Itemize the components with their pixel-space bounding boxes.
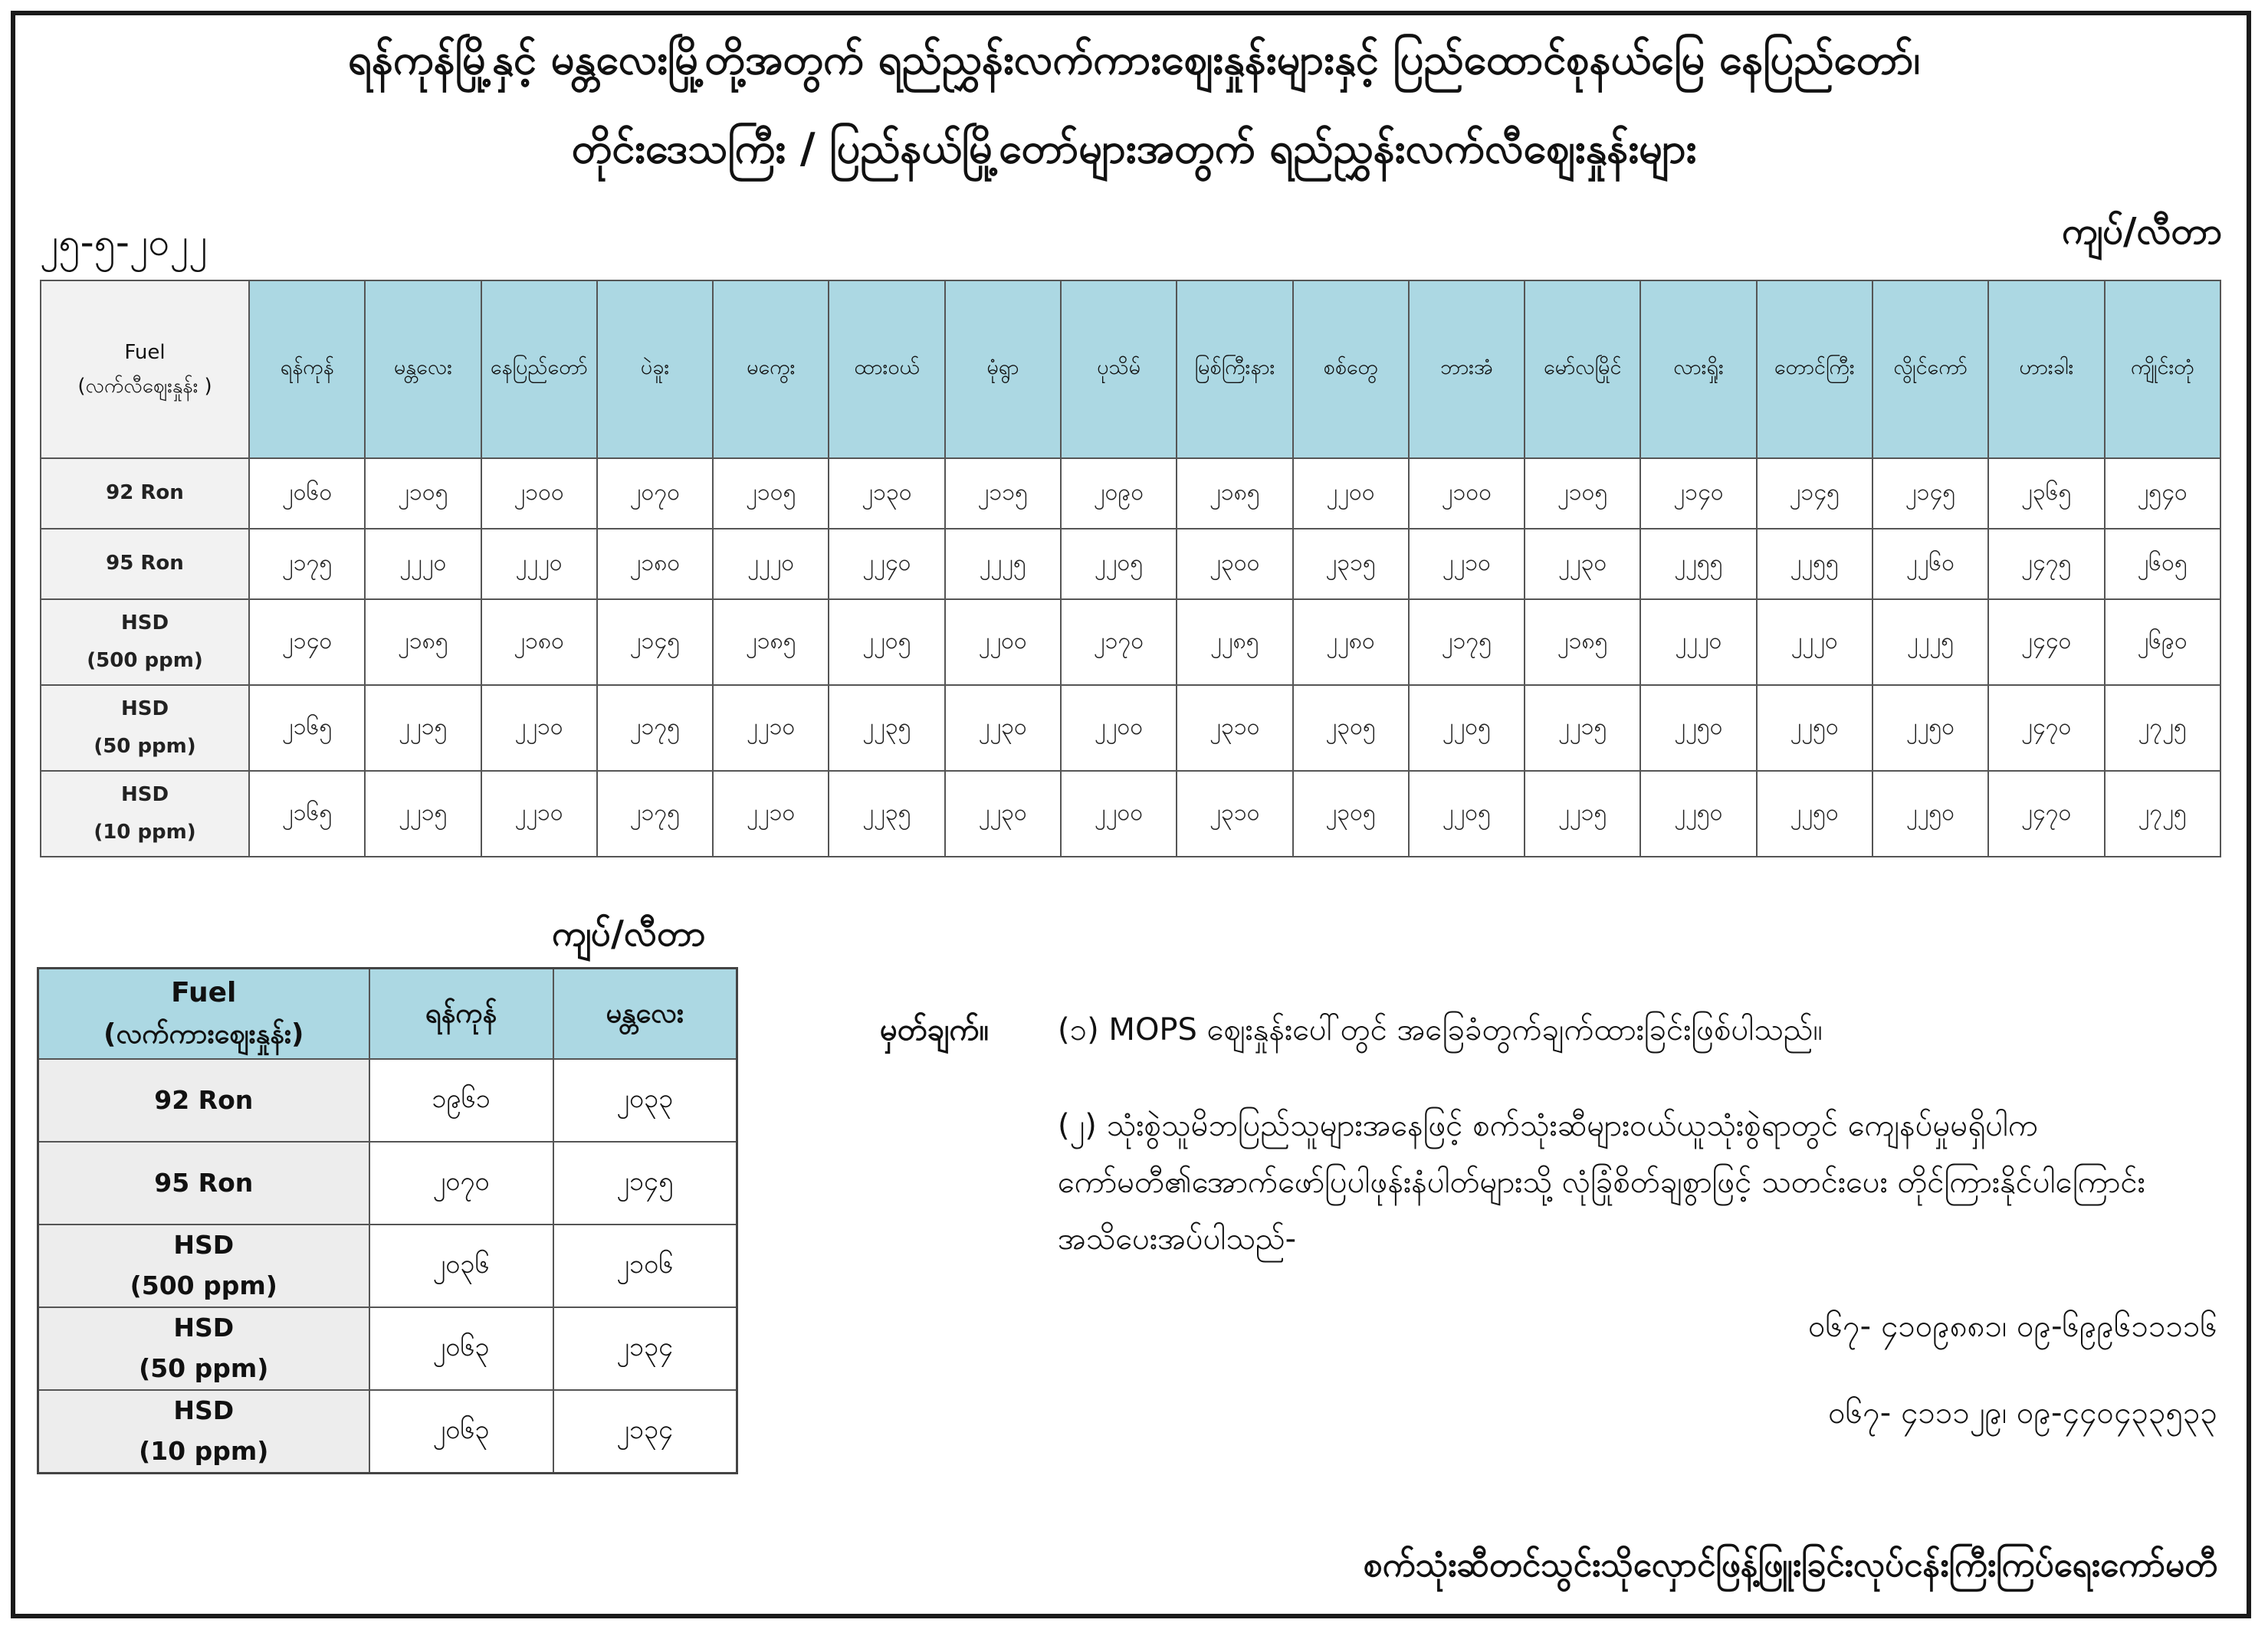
city-header: မုံရွာ (945, 280, 1061, 458)
city-header: မကွေး (713, 280, 829, 458)
table-row (38, 1390, 737, 1474)
price-cell: ၂၃၀၅ (1293, 685, 1409, 771)
fuel-header-title: Fuel (124, 340, 166, 364)
price-cell: ၂၀၉၀ (1061, 458, 1177, 529)
price-cell: ၂၃၆၅ (1988, 458, 2104, 529)
city-header: လားရှိုး (1640, 280, 1756, 458)
price-cell: ၂၄၇၀ (1988, 771, 2104, 857)
price-cell: ၂၂၁၀ (713, 685, 829, 771)
city-header: ကျိုင်းတုံ (2105, 280, 2221, 458)
price-cell: ၂၂၂၀ (365, 529, 481, 599)
fuel-header-cell (41, 280, 249, 458)
price-cell: ၂၂၃၀ (945, 685, 1061, 771)
price-cell: ၂၂၀၀ (1061, 685, 1177, 771)
price-cell: ၂၇၂၅ (2105, 771, 2221, 857)
table-row (41, 458, 2220, 529)
table-row (41, 529, 2220, 599)
price-cell: ၂၂၁၀ (481, 771, 597, 857)
price-cell: ၂၁၀၀ (481, 458, 597, 529)
price-cell: ၂၁၈၀ (481, 599, 597, 685)
price-cell: ၂၂၅၀ (1757, 685, 1872, 771)
price-cell: ၂၂၅၅ (1640, 529, 1756, 599)
fuel-type-spec: (50 ppm) (94, 735, 196, 758)
price-cell: ၂၁၈၅ (365, 599, 481, 685)
price-cell: ၂၃၀၀ (1177, 529, 1292, 599)
city-header: ပုသိမ် (1061, 280, 1177, 458)
price-cell: ၂၂၁၀ (481, 685, 597, 771)
price-cell: ၂၁၁၅ (945, 458, 1061, 529)
city-header: မော်လမြိုင် (1525, 280, 1640, 458)
price-cell: ၂၂၈၀ (1293, 599, 1409, 685)
table-row (38, 1142, 737, 1225)
fuel-type-spec: (10 ppm) (139, 1436, 269, 1466)
city-header: ထားဝယ် (829, 280, 944, 458)
price-cell: ၂၂၅၀ (1872, 685, 1988, 771)
price-cell: ၂၂၀၀ (1293, 458, 1409, 529)
price-cell: ၂၁၈၅ (1525, 599, 1640, 685)
table-row (38, 1225, 737, 1307)
price-cell: ၂၂၅၅ (1757, 529, 1872, 599)
price-cell: ၂၁၄၅ (1757, 458, 1872, 529)
fuel-header-subtitle: (လက်ကားဈေးနှုန်း) (103, 1018, 304, 1050)
price-cell: ၂၂၅၀ (1757, 771, 1872, 857)
table-row (41, 599, 2220, 685)
title-line-1: ရန်ကုန်မြို့နှင့် မန္တလေးမြို့တို့အတွက် ရည်ညွှန်းလက်ကားဈေးနှုန်းများနှင့် ပြည်ထောင်စုနယ်မြေ နေပြည်တော်၊ (347, 35, 1921, 84)
wholesale-table-header-row (38, 969, 737, 1060)
fuel-header-title: Fuel (171, 977, 237, 1008)
fuel-type-spec: (50 ppm) (139, 1353, 269, 1383)
city-header: နေပြည်တော် (481, 280, 597, 458)
price-cell: ၂၁၇၅ (597, 685, 713, 771)
table-row (38, 1307, 737, 1390)
price-cell: ၂၆၀၅ (2105, 529, 2221, 599)
price-cell: ၂၂၃၅ (829, 771, 944, 857)
note-1: (၁) MOPS ဈေးနှုန်းပေါ်တွင် အခြေခံတွက်ချက်ထားခြင်းဖြစ်ပါသည်။ (1058, 1012, 1823, 1047)
fuel-type-label (38, 1142, 369, 1225)
city-header: ပဲခူး (597, 280, 713, 458)
price-cell: ၂၁၃၄ (553, 1307, 737, 1390)
price-cell: ၂၂၁၀ (1409, 529, 1525, 599)
wholesale-table-body (38, 1059, 737, 1474)
price-cell: ၂၁၇၅ (1409, 599, 1525, 685)
price-cell: ၂၁၈၅ (713, 599, 829, 685)
price-cell: ၂၂၁၅ (365, 771, 481, 857)
fuel-type-spec: (500 ppm) (87, 649, 203, 672)
price-cell: ၂၂၅၀ (1640, 685, 1756, 771)
table-row (41, 685, 2220, 771)
committee-name: စက်သုံးဆီတင်သွင်းသိုလှောင်ဖြန့်ဖြူးခြင်းလုပ်ငန်းကြီးကြပ်ရေးကော်မတီ (1363, 1546, 2217, 1585)
price-cell: ၂၁၇၀ (1061, 599, 1177, 685)
city-header: ဟားခါး (1988, 280, 2104, 458)
fuel-type-name: HSD (120, 782, 169, 806)
fuel-type-spec: (500 ppm) (130, 1270, 277, 1300)
fuel-type-label (41, 458, 249, 529)
city-header: လွိုင်ကော် (1872, 280, 1988, 458)
fuel-type-name: HSD (173, 1395, 235, 1426)
city-header: မန္တလေး (365, 280, 481, 458)
notes-label: မှတ်ချက်။ (880, 1012, 989, 1047)
price-cell: ၂၀၆၃ (369, 1307, 553, 1390)
price-cell: ၂၂၀၅ (1409, 771, 1525, 857)
price-cell: ၂၄၇၅ (1988, 529, 2104, 599)
date: ၂၅-၅-၂၀၂၂ (40, 220, 208, 264)
price-cell: ၂၀၇၀ (369, 1142, 553, 1225)
price-cell: ၂၁၀၀ (1409, 458, 1525, 529)
price-cell: ၂၀၆၃ (369, 1390, 553, 1474)
city-header: စစ်တွေ (1293, 280, 1409, 458)
fuel-type-label (38, 1059, 369, 1142)
price-cell: ၂၁၀၅ (1525, 458, 1640, 529)
price-cell: ၂၁၄၀ (249, 599, 365, 685)
city-header: ရန်ကုန် (249, 280, 365, 458)
phone-numbers-2: ၀၆၇- ၄၁၁၁၂၉၊ ၀၉-၄၄၀၄၃၃၅၃၃ (1828, 1395, 2217, 1431)
price-cell: ၂၇၂၅ (2105, 685, 2221, 771)
retail-unit-label: ကျပ်/လီတာ (2061, 210, 2222, 253)
fuel-header-subtitle: (လက်လီဈေးနှုန်း ) (77, 375, 212, 398)
price-cell: ၂၃၁၀ (1177, 771, 1292, 857)
price-cell: ၂၁၄၅ (1872, 458, 1988, 529)
fuel-type-label (38, 1307, 369, 1390)
price-cell: ၂၂၂၀ (713, 529, 829, 599)
price-cell: ၂၃၁၅ (1293, 529, 1409, 599)
note-2: (၂) သုံးစွဲသူမိဘပြည်သူများအနေဖြင့် စက်သုံးဆီများဝယ်ယူသုံးစွဲရာတွင် ကျေနပ်မှုမရှိပါက ကော်မတီ၏အောက်ဖော်ပြပါဖုန်းနံပါတ်များသို့ လုံခြုံစိတ်ချစွာဖြင့် သတင်းပေး တိုင်ကြားနိုင်ပါကြောင်း အသိပေးအပ်ပါသည်- (1058, 1108, 2145, 1257)
table-row (38, 1059, 737, 1142)
fuel-type-name: 92 Ron (154, 1084, 254, 1115)
price-cell: ၂၁၀၅ (713, 458, 829, 529)
price-cell: ၂၂၃၀ (1525, 529, 1640, 599)
price-cell: ၂၀၇၀ (597, 458, 713, 529)
price-cell: ၁၉၆၁ (369, 1059, 553, 1142)
fuel-type-name: HSD (120, 611, 169, 634)
price-cell: ၂၂၁၅ (365, 685, 481, 771)
price-cell: ၂၀၃၃ (553, 1059, 737, 1142)
price-cell: ၂၀၃၆ (369, 1225, 553, 1307)
fuel-type-label (41, 771, 249, 857)
price-cell: ၂၂၀၀ (945, 599, 1061, 685)
fuel-type-label (41, 529, 249, 599)
price-cell: ၂၁၆၅ (249, 685, 365, 771)
price-cell: ၂၂၂၅ (945, 529, 1061, 599)
price-cell: ၂၁၃၄ (553, 1390, 737, 1474)
price-cell: ၂၁၄၅ (597, 599, 713, 685)
fuel-type-label (41, 599, 249, 685)
city-header: မန္တလေး (553, 969, 737, 1060)
fuel-type-name: 95 Ron (154, 1167, 254, 1198)
fuel-type-spec: (10 ppm) (94, 821, 196, 844)
price-cell: ၂၅၄၀ (2105, 458, 2221, 529)
fuel-type-label (41, 685, 249, 771)
fuel-type-name: 92 Ron (106, 481, 184, 505)
price-cell: ၂၂၂၀ (1757, 599, 1872, 685)
price-cell: ၂၂၁၀ (713, 771, 829, 857)
fuel-type-name: HSD (120, 697, 169, 720)
city-header: ဘားအံ (1409, 280, 1525, 458)
price-cell: ၂၁၈၀ (597, 529, 713, 599)
price-cell: ၂၄၇၀ (1988, 685, 2104, 771)
fuel-header-cell (38, 969, 369, 1060)
price-cell: ၂၁၈၅ (1177, 458, 1292, 529)
price-cell: ၂၂၀၅ (1061, 529, 1177, 599)
price-cell: ၂၂၀၅ (829, 599, 944, 685)
price-cell: ၂၂၁၅ (1525, 771, 1640, 857)
price-cell: ၂၂၁၅ (1525, 685, 1640, 771)
retail-table-body (41, 458, 2220, 857)
price-cell: ၂၁၄၀ (1640, 458, 1756, 529)
price-cell: ၂၄၄၀ (1988, 599, 2104, 685)
price-cell: ၂၃၀၅ (1293, 771, 1409, 857)
wholesale-price-table (37, 967, 738, 1474)
retail-table-header-row (41, 280, 2220, 458)
price-cell: ၂၀၆၀ (249, 458, 365, 529)
price-cell: ၂၂၆၀ (1872, 529, 1988, 599)
price-cell: ၂၁၃၀ (829, 458, 944, 529)
fuel-type-name: HSD (173, 1313, 235, 1343)
price-cell: ၂၁၀၅ (365, 458, 481, 529)
fuel-type-label (38, 1225, 369, 1307)
retail-price-table (40, 280, 2221, 857)
price-cell: ၂၂၀၅ (1409, 685, 1525, 771)
price-cell: ၂၁၇၅ (597, 771, 713, 857)
price-cell: ၂၁၄၅ (553, 1142, 737, 1225)
fuel-type-label (38, 1390, 369, 1474)
price-cell: ၂၂၂၀ (1640, 599, 1756, 685)
price-cell: ၂၂၄၀ (829, 529, 944, 599)
price-cell: ၂၂၅၀ (1872, 771, 1988, 857)
city-header: ရန်ကုန် (369, 969, 553, 1060)
city-header: မြစ်ကြီးနား (1177, 280, 1292, 458)
price-cell: ၂၂၃၀ (945, 771, 1061, 857)
fuel-type-name: HSD (173, 1230, 235, 1261)
price-cell: ၂၃၁၀ (1177, 685, 1292, 771)
phone-numbers-1: ၀၆၇- ၄၁၀၉၈၈၁၊ ၀၉-၆၉၉၆၁၁၁၁၆ (1808, 1309, 2217, 1344)
price-cell: ၂၂၅၀ (1640, 771, 1756, 857)
table-row (41, 771, 2220, 857)
price-cell: ၂၂၂၅ (1872, 599, 1988, 685)
price-cell: ၂၁၇၅ (249, 529, 365, 599)
price-cell: ၂၁၀၆ (553, 1225, 737, 1307)
price-cell: ၂၆၉၀ (2105, 599, 2221, 685)
city-header: တောင်ကြီး (1757, 280, 1872, 458)
wholesale-unit-label: ကျပ်/လီတာ (552, 913, 706, 954)
price-cell: ၂၁၆၅ (249, 771, 365, 857)
price-cell: ၂၂၀၀ (1061, 771, 1177, 857)
price-cell: ၂၂၈၅ (1177, 599, 1292, 685)
price-cell: ၂၂၃၅ (829, 685, 944, 771)
title-line-2: တိုင်းဒေသကြီး / ပြည်နယ်မြို့တော်များအတွက် ရည်ညွှန်းလက်လီဈေးနှုန်းများ (571, 124, 1697, 172)
price-cell: ၂၂၂၀ (481, 529, 597, 599)
fuel-type-name: 95 Ron (106, 552, 184, 575)
